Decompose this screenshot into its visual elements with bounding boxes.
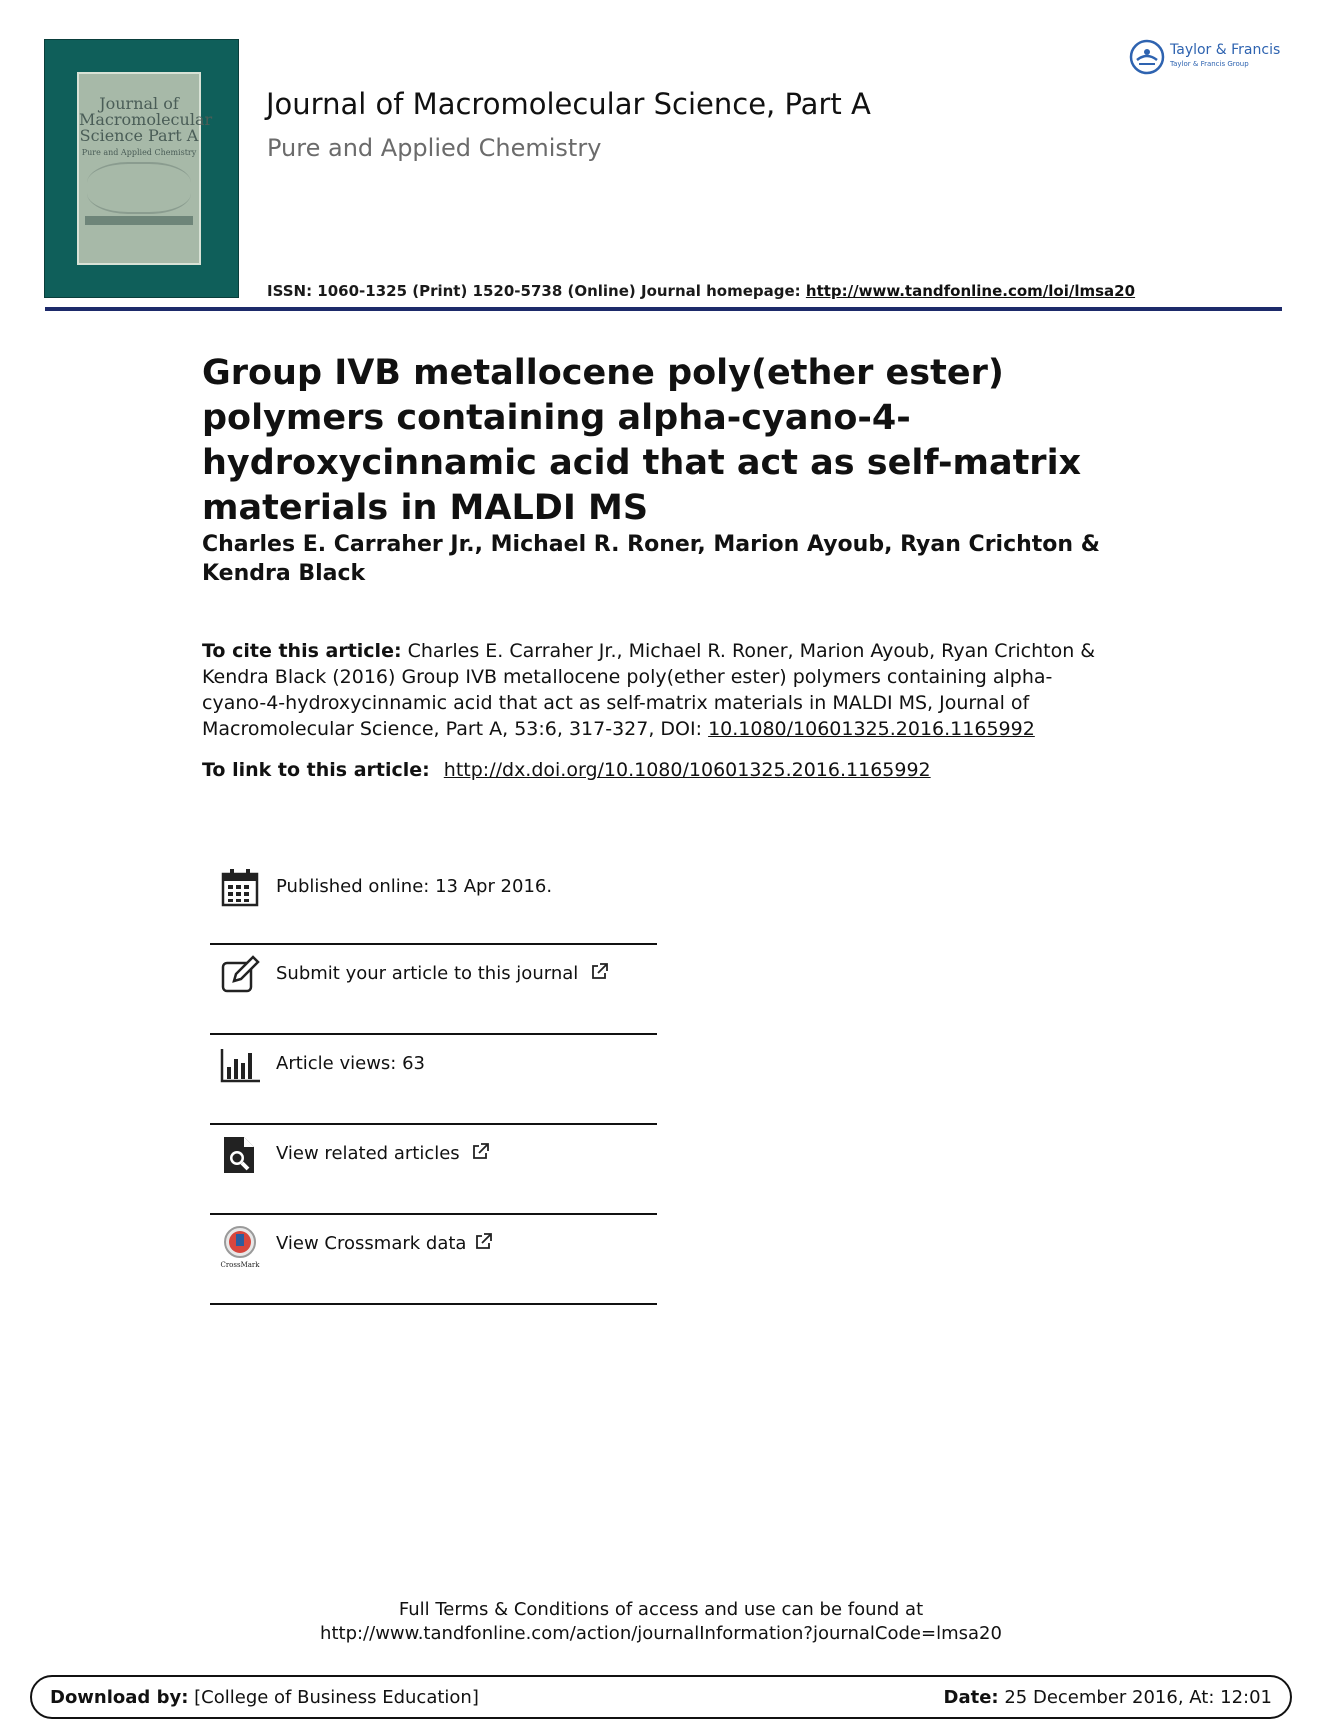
publisher-name: Taylor & Francis (1170, 42, 1281, 58)
download-by (50, 1687, 479, 1708)
related-articles-text: View related articles (276, 1143, 460, 1164)
cover-band (85, 216, 193, 225)
download-label: Download by: (50, 1687, 189, 1708)
cover-subtitle: Pure and Applied Chemistry (81, 148, 197, 157)
external-link-icon (590, 963, 608, 981)
crossmark-text: View Crossmark data (276, 1233, 467, 1254)
document-search-icon (220, 1135, 260, 1175)
header-divider (45, 307, 1282, 311)
publisher-logo[interactable] (1128, 38, 1283, 78)
download-footer (30, 1675, 1292, 1719)
published-online-label: Published online: 13 Apr 2016. (276, 876, 553, 897)
external-link-icon (474, 1233, 492, 1251)
date-value: 25 December 2016, At: 12:01 (1004, 1687, 1272, 1708)
link-label: To link to this article: (202, 759, 430, 781)
submit-article-text: Submit your article to this journal (276, 963, 579, 984)
article-metadata-list (210, 858, 657, 1305)
terms-url[interactable]: http://www.tandfonline.com/action/journalInformation?journalCode=lmsa20 (320, 1623, 1002, 1644)
article-views-item (210, 1035, 657, 1125)
external-link-icon (471, 1143, 489, 1161)
crossmark-logo-text: CrossMark (220, 1261, 260, 1269)
article-views-label: Article views: 63 (276, 1053, 425, 1074)
calendar-icon (220, 868, 260, 908)
related-articles-link[interactable] (276, 1143, 489, 1164)
article-url-link[interactable]: http://dx.doi.org/10.1080/10601325.2016.1165992 (443, 759, 931, 781)
download-date (944, 1687, 1273, 1708)
issn-text: ISSN: 1060-1325 (Print) 1520-5738 (Online) Journal homepage: (267, 282, 806, 300)
article-title: Group IVB metallocene poly(ether ester) polymers containing alpha-cyano-4-hydroxycinnamic acid that act as self-matrix materials in MALDI MS (202, 353, 1082, 528)
download-value: [College of Business Education] (194, 1687, 479, 1708)
terms-notice (0, 1598, 1322, 1646)
published-online-item (210, 858, 657, 945)
cover-panel (77, 72, 213, 265)
doi-link[interactable]: 10.1080/10601325.2016.1165992 (708, 718, 1035, 740)
journal-cover-image (44, 39, 239, 298)
publisher-group: Taylor & Francis Group (1170, 60, 1249, 68)
crossmark-icon (220, 1225, 260, 1269)
terms-line-1: Full Terms & Conditions of access and use can be found at (398, 1599, 924, 1620)
journal-subtitle: Pure and Applied Chemistry (267, 134, 602, 162)
journal-title: Journal of Macromolecular Science, Part A (266, 87, 871, 121)
edit-icon (220, 955, 260, 995)
crossmark-link[interactable] (276, 1233, 492, 1254)
article-authors: Charles E. Carraher Jr., Michael R. Roner, Marion Ayoub, Ryan Crichton & Kendra Black (202, 532, 1100, 586)
date-label: Date: (943, 1687, 999, 1708)
related-articles-item[interactable] (210, 1125, 657, 1215)
submit-article-item[interactable] (210, 945, 657, 1035)
cover-artwork (87, 162, 191, 214)
citation-label: To cite this article: (202, 640, 402, 662)
publisher-emblem-icon (1128, 38, 1166, 76)
article-link-row (202, 759, 931, 781)
crossmark-item[interactable] (210, 1215, 657, 1305)
cover-title: Journal of Macromolecular Science Part A (79, 94, 213, 145)
journal-homepage-link[interactable]: http://www.tandfonline.com/loi/lmsa20 (805, 282, 1136, 300)
issn-line (267, 282, 1135, 300)
submit-article-link[interactable] (276, 963, 608, 984)
citation-text: Charles E. Carraher Jr., Michael R. Roner, Marion Ayoub, Ryan Crichton & Kendra Black (2016) Group IVB metallocene poly(ether ester) polymers containing alpha-cyano-4-hydroxycinnamic acid that act as self-matrix materials in MALDI MS, Journal of Macromolecular Science, Part A, 53:6, 317-327, DOI: (202, 640, 1096, 740)
bar-chart-icon (220, 1045, 260, 1085)
citation-block (202, 638, 1102, 742)
